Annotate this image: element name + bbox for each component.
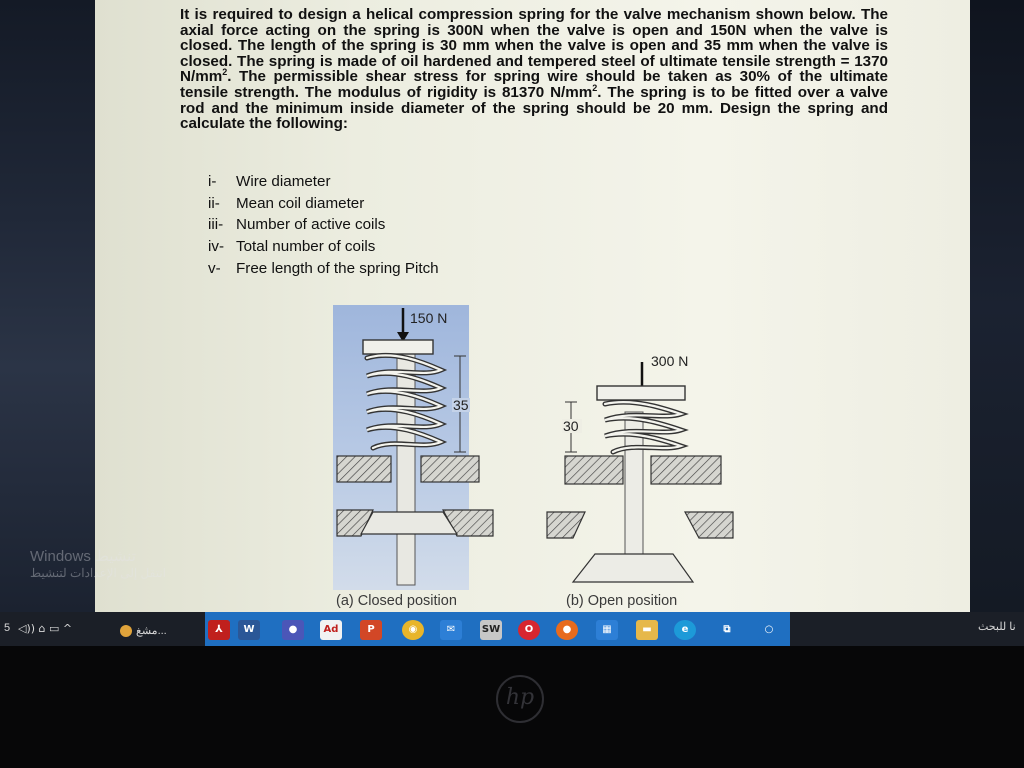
closed-housing-right [421, 456, 479, 482]
open-housing-right [651, 456, 721, 484]
hp-logo: hp [496, 675, 544, 723]
windows-activation-watermark: Windows تنشيط [30, 548, 136, 565]
open-housing-left [565, 456, 623, 484]
closed-position-caption: (a) Closed position [336, 593, 457, 609]
task-item: i- Wire diameter [208, 173, 331, 190]
open-length-label: 30 [563, 418, 579, 434]
firefox-icon[interactable]: ● [556, 620, 578, 640]
adobe-ad-icon[interactable]: Ad [320, 620, 342, 640]
edge-icon[interactable]: e [674, 620, 696, 640]
open-position-figure [547, 353, 733, 582]
open-valve-seat-left [547, 512, 585, 538]
task-list [208, 171, 439, 279]
search-box-label[interactable]: نا للبحث [978, 621, 1016, 633]
task-item: iv- Total number of coils [208, 238, 376, 256]
task-item: iii- Number of active coils [208, 216, 386, 234]
problem-statement: It is required to design a helical compression spring for the valve mechanism shown below. The axial force acting on the spring is 300N when the valve is open and 150N when the valve is closed. The length of the spring is 30 mm when the valve is open and 35 mm when the valve is closed. The spring is made of oil hardened and tempered steel of ultimate tensile strength = 1370 $N/mm^2$. The permissible shear stress for spring wire should be taken as 30% of the ultimate tensile strength. The modulus of rigidity is 81370 $N/mm^2$. The spring is to be fitted over a valve rod and the minimum inside diameter of the spring should be 20 mm. Design the spring and calculate the following: [180, 6, 888, 133]
monitor-bezel-left [0, 0, 105, 612]
open-valve-head [573, 554, 693, 582]
open-force-label: 300 N [651, 353, 689, 369]
closed-valve-head [361, 512, 457, 534]
open-spring-plate [597, 386, 685, 400]
task-item: v- Free length of the spring Pitch [208, 259, 439, 277]
tray-number: 5 [4, 622, 11, 634]
teams-icon[interactable]: ● [282, 620, 304, 640]
closed-spring-plate [363, 340, 433, 354]
task-item: ii- Mean coil diameter [208, 194, 365, 212]
mail-icon[interactable]: ✉ [440, 620, 462, 640]
cortana-icon[interactable]: ○ [758, 620, 780, 640]
search-label[interactable]: مشغ... [136, 625, 167, 637]
word-icon[interactable]: W [238, 620, 260, 640]
task-view-icon[interactable]: ⧉ [716, 620, 738, 640]
closed-position-figure [337, 308, 493, 585]
closed-length-label: 35 [453, 397, 469, 413]
open-position-caption: (b) Open position [566, 593, 678, 609]
powerpoint-icon[interactable]: P [360, 620, 382, 640]
acrobat-icon[interactable]: ⅄ [208, 620, 230, 640]
opera-icon[interactable]: O [518, 620, 540, 640]
chrome-icon[interactable]: ◉ [402, 620, 424, 640]
solidworks-icon[interactable]: SW [480, 620, 502, 640]
file-explorer-icon[interactable]: ▬ [636, 620, 658, 640]
search-icon[interactable] [120, 625, 132, 637]
system-tray-icons[interactable]: ◁)) ⌂ ▭ ^ [18, 622, 73, 635]
monitor-bezel-right [968, 0, 1024, 612]
closed-housing-left [337, 456, 391, 482]
open-valve-seat-right [685, 512, 733, 538]
store-icon[interactable]: ▦ [596, 620, 618, 640]
windows-activation-hint: انتقل إلى الإعدادات لتنشيط [30, 566, 167, 580]
valve-spring-diagram [333, 300, 743, 595]
closed-force-label: 150 N [410, 310, 448, 326]
